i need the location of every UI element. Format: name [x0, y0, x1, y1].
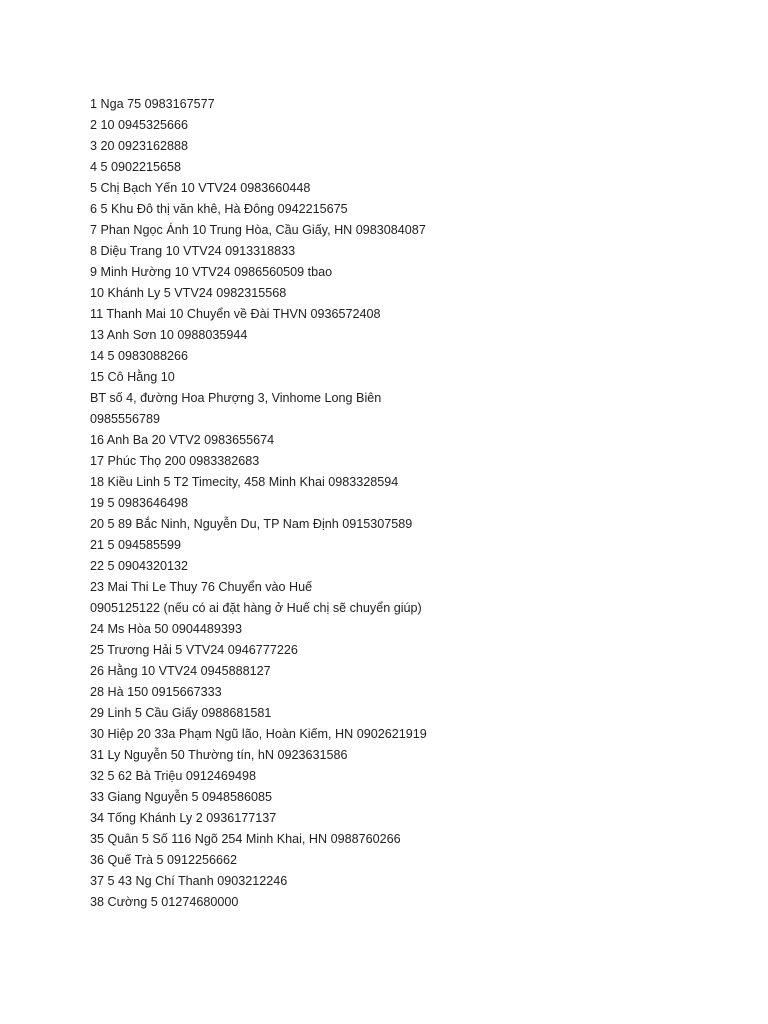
text-line: 9 Minh Hường 10 VTV24 0986560509 tbao: [90, 265, 333, 279]
text-line: 4 5 0902215658: [90, 160, 182, 174]
text-line: 24 Ms Hòa 50 0904489393: [90, 622, 242, 636]
text-line: 29 Linh 5 Cầu Giấy 0988681581: [90, 706, 272, 720]
text-line: 5 Chị Bạch Yến 10 VTV24 0983660448: [90, 181, 311, 195]
text-line: 0985556789: [90, 412, 161, 426]
text-line: 16 Anh Ba 20 VTV2 0983655674: [90, 433, 275, 447]
text-line: 26 Hằng 10 VTV24 0945888127: [90, 664, 271, 678]
text-line: 0905125122 (nếu có ai đặt hàng ở Huế chị sẽ chuyển giúp): [90, 601, 422, 615]
text-line: 8 Diệu Trang 10 VTV24 0913318833: [90, 244, 296, 258]
text-line: 38 Cường 5 01274680000: [90, 895, 239, 909]
text-line: 17 Phúc Thọ 200 0983382683: [90, 454, 260, 468]
text-line: 11 Thanh Mai 10 Chuyển về Đài THVN 0936572408: [90, 307, 381, 321]
text-line: 3 20 0923162888: [90, 139, 189, 153]
text-line: 1 Nga 75 0983167577: [90, 97, 215, 111]
text-line: 2 10 0945325666: [90, 118, 189, 132]
text-line: 7 Phan Ngọc Ánh 10 Trung Hòa, Cầu Giấy, HN 0983084087: [90, 223, 426, 237]
text-line: 14 5 0983088266: [90, 349, 189, 363]
text-line: 21 5 094585599: [90, 538, 182, 552]
text-line: 37 5 43 Ng Chí Thanh 0903212246: [90, 874, 288, 888]
text-line: 18 Kiều Linh 5 T2 Timecity, 458 Minh Khai 0983328594: [90, 475, 399, 489]
text-line: 22 5 0904320132: [90, 559, 189, 573]
text-line: 10 Khánh Ly 5 VTV24 0982315568: [90, 286, 287, 300]
order-list: [90, 94, 427, 913]
text-line: 31 Ly Nguyễn 50 Thường tín, hN 0923631586: [90, 748, 348, 762]
text-line: 23 Mai Thi Le Thuy 76 Chuyển vào Huế: [90, 580, 313, 594]
text-line: 30 Hiệp 20 33a Phạm Ngũ lão, Hoàn Kiếm, HN 0902621919: [90, 727, 427, 741]
text-line: 34 Tống Khánh Ly 2 0936177137: [90, 811, 277, 825]
text-line: 25 Trương Hải 5 VTV24 0946777226: [90, 643, 298, 657]
text-line: 28 Hà 150 0915667333: [90, 685, 222, 699]
text-line: 19 5 0983646498: [90, 496, 189, 510]
text-line: 33 Giang Nguyễn 5 0948586085: [90, 790, 273, 804]
text-line: 36 Quế Trà 5 0912256662: [90, 853, 238, 867]
text-line: 35 Quân 5 Số 116 Ngõ 254 Minh Khai, HN 0988760266: [90, 832, 401, 846]
text-line: BT số 4, đường Hoa Phượng 3, Vinhome Long Biên: [90, 391, 382, 405]
text-line: 6 5 Khu Đô thị văn khê, Hà Đông 0942215675: [90, 202, 348, 216]
text-line: 20 5 89 Bắc Ninh, Nguyễn Du, TP Nam Định 0915307589: [90, 517, 413, 531]
text-line: 15 Cô Hằng 10: [90, 370, 175, 384]
text-line: 32 5 62 Bà Triệu 0912469498: [90, 769, 256, 783]
text-line: 13 Anh Sơn 10 0988035944: [90, 328, 248, 342]
